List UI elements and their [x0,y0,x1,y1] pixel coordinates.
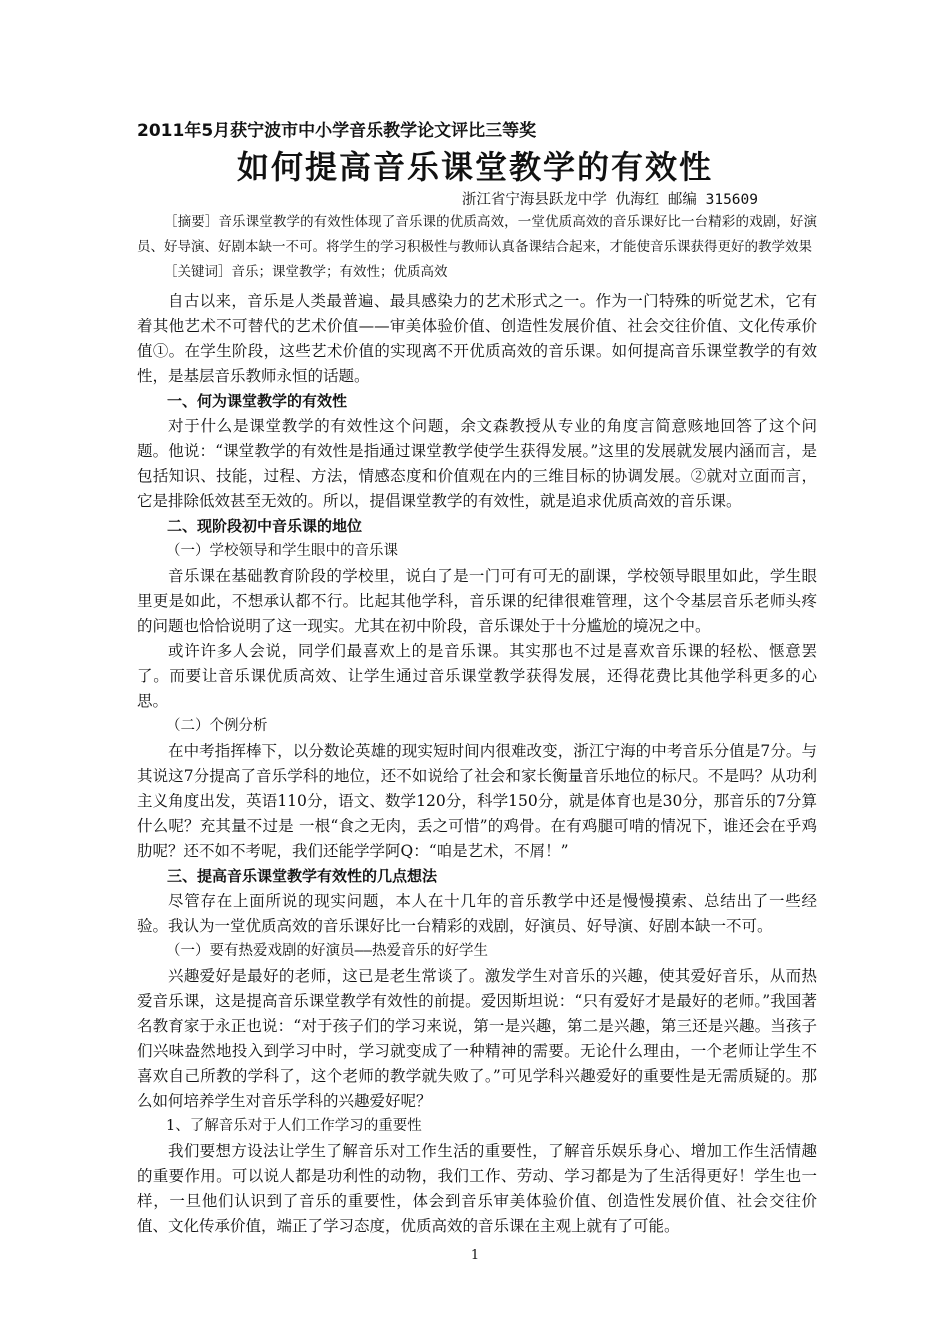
article-body [137,289,817,1239]
author-line: 浙江省宁海县跃龙中学 仇海红 邮编 315609 [461,192,758,208]
paragraph: 音乐课在基础教育阶段的学校里，说白了是一门可有可无的副课，学校领导眼里如此，学生眼里更是如此，不想承认都不行。比起其他学科，音乐课的纪律很难管理，这个令基层音乐老师头疼的问题也恰恰说明了这一现实。尤其在初中阶段，音乐课处于十分尴尬的境况之中。 [137,567,817,635]
subsection-heading: （一）学校领导和学生眼中的音乐课 [166,543,398,559]
paragraph: 对于什么是课堂教学的有效性这个问题，余文森教授从专业的角度言简意赅地回答了这个问题。他说：“课堂教学的有效性是指通过课堂教学使学生获得发展。”这里的发展就发展内涵而言，是包括知识、技能，过程、方法，情感态度和价值观在内的三维目标的协调发展。②就对立面而言，它是排除低效甚至无效的。所以，提倡课堂教学的有效性，就是追求优质高效的音乐课。 [137,417,817,510]
section-heading: 三、提高音乐课堂教学有效性的几点想法 [167,867,438,885]
abstract-text: 音乐课堂教学的有效性体现了音乐课的优质高效，一堂优质高效的音乐课好比一台精彩的戏剧，好演员、好导演、好剧本缺一不可。将学生的学习积极性与教师认真备课结合起来，才能使音乐课获得更好的教学效果 [137,214,818,255]
section-heading: 一、何为课堂教学的有效性 [167,392,348,410]
paragraph: 我们要想方设法让学生了解音乐对工作生活的重要性，了解音乐娱乐身心、增加工作生活情趣的重要作用。可以说人都是功利性的动物，我们工作、劳动、学习都是为了生活得更好！学生也一样，一旦他们认识到了音乐的重要性，体会到音乐审美体验价值、创造性发展价值、社会交往价值、文化传承价值，端正了学习态度，优质高效的音乐课在主观上就有了可能。 [137,1142,817,1235]
subsection-heading: 1、了解音乐对于人们工作学习的重要性 [166,1118,422,1134]
paragraph: 自古以来，音乐是人类最普遍、最具感染力的艺术形式之一。作为一门特殊的听觉艺术，它有着其他艺术不可替代的艺术价值——审美体验价值、创造性发展价值、社会交往价值、文化传承价值①。在学生阶段，这些艺术价值的实现离不开优质高效的音乐课。如何提高音乐课堂教学的有效性，是基层音乐教师永恒的话题。 [137,292,817,385]
paragraph: 尽管存在上面所说的现实问题，本人在十几年的音乐教学中还是慢慢摸索、总结出了一些经验。我认为一堂优质高效的音乐课好比一台精彩的戏剧，好演员、好导演、好剧本缺一不可。 [137,892,817,935]
abstract [137,210,817,285]
paragraph: 兴趣爱好是最好的老师，这已是老生常谈了。激发学生对音乐的兴趣，使其爱好音乐，从而热爱音乐课，这是提高音乐课堂教学有效性的前提。爱因斯坦说：“只有爱好才是最好的老师。”我国著名教育家于永正也说：“对于孩子们的学习来说，第一是兴趣，第二是兴趣，第三还是兴趣。当孩子们兴味盎然地投入到学习中时，学习就变成了一种精神的需要。无论什么理由，一个老师让学生不喜欢自己所教的学科了，这个老师的教学就失败了。”可见学科兴趣爱好的重要性是无需质疑的。那么如何培养学生对音乐学科的兴趣爱好呢？ [137,967,817,1110]
subsection-heading: （一）要有热爱戏剧的好演员——热爱音乐的好学生 [166,943,488,959]
paragraph: 在中考指挥棒下，以分数论英雄的现实短时间内很难改变，浙江宁海的中考音乐分值是7分。与其说这7分提高了音乐学科的地位，还不如说给了社会和家长衡量音乐地位的标尺。不是吗？从功利主义角度出发，英语110分，语文、数学120分，科学150分，就是体育也是30分，那音乐的7分算什么呢？充其量不过是 一根“食之无肉，丢之可惜”的鸡骨。在有鸡腿可啃的情况下，谁还会在乎鸡肋呢？还不如不考呢，我们还能学学阿Q：“咱是艺术，不屑！” [137,742,817,860]
award-line: 2011年5月获宁波市中小学音乐教学论文评比三等奖 [137,121,537,141]
subsection-heading: （二）个例分析 [166,718,268,734]
keywords-text: 音乐；课堂教学；有效性；优质高效 [231,264,448,280]
keywords-label: ［关键词］ [164,264,232,280]
paragraph: 或许许多人会说，同学们最喜欢上的是音乐课。其实那也不过是喜欢音乐课的轻松、惬意罢了。而要让音乐课优质高效、让学生通过音乐课堂教学获得发展，还得花费比其他学科更多的心思。 [137,642,817,710]
abstract-label: ［摘要］ [164,214,219,230]
section-heading: 二、现阶段初中音乐课的地位 [167,517,363,535]
page-number: 1 [470,1248,480,1263]
page-title: 如何提高音乐课堂教学的有效性 [236,148,713,186]
